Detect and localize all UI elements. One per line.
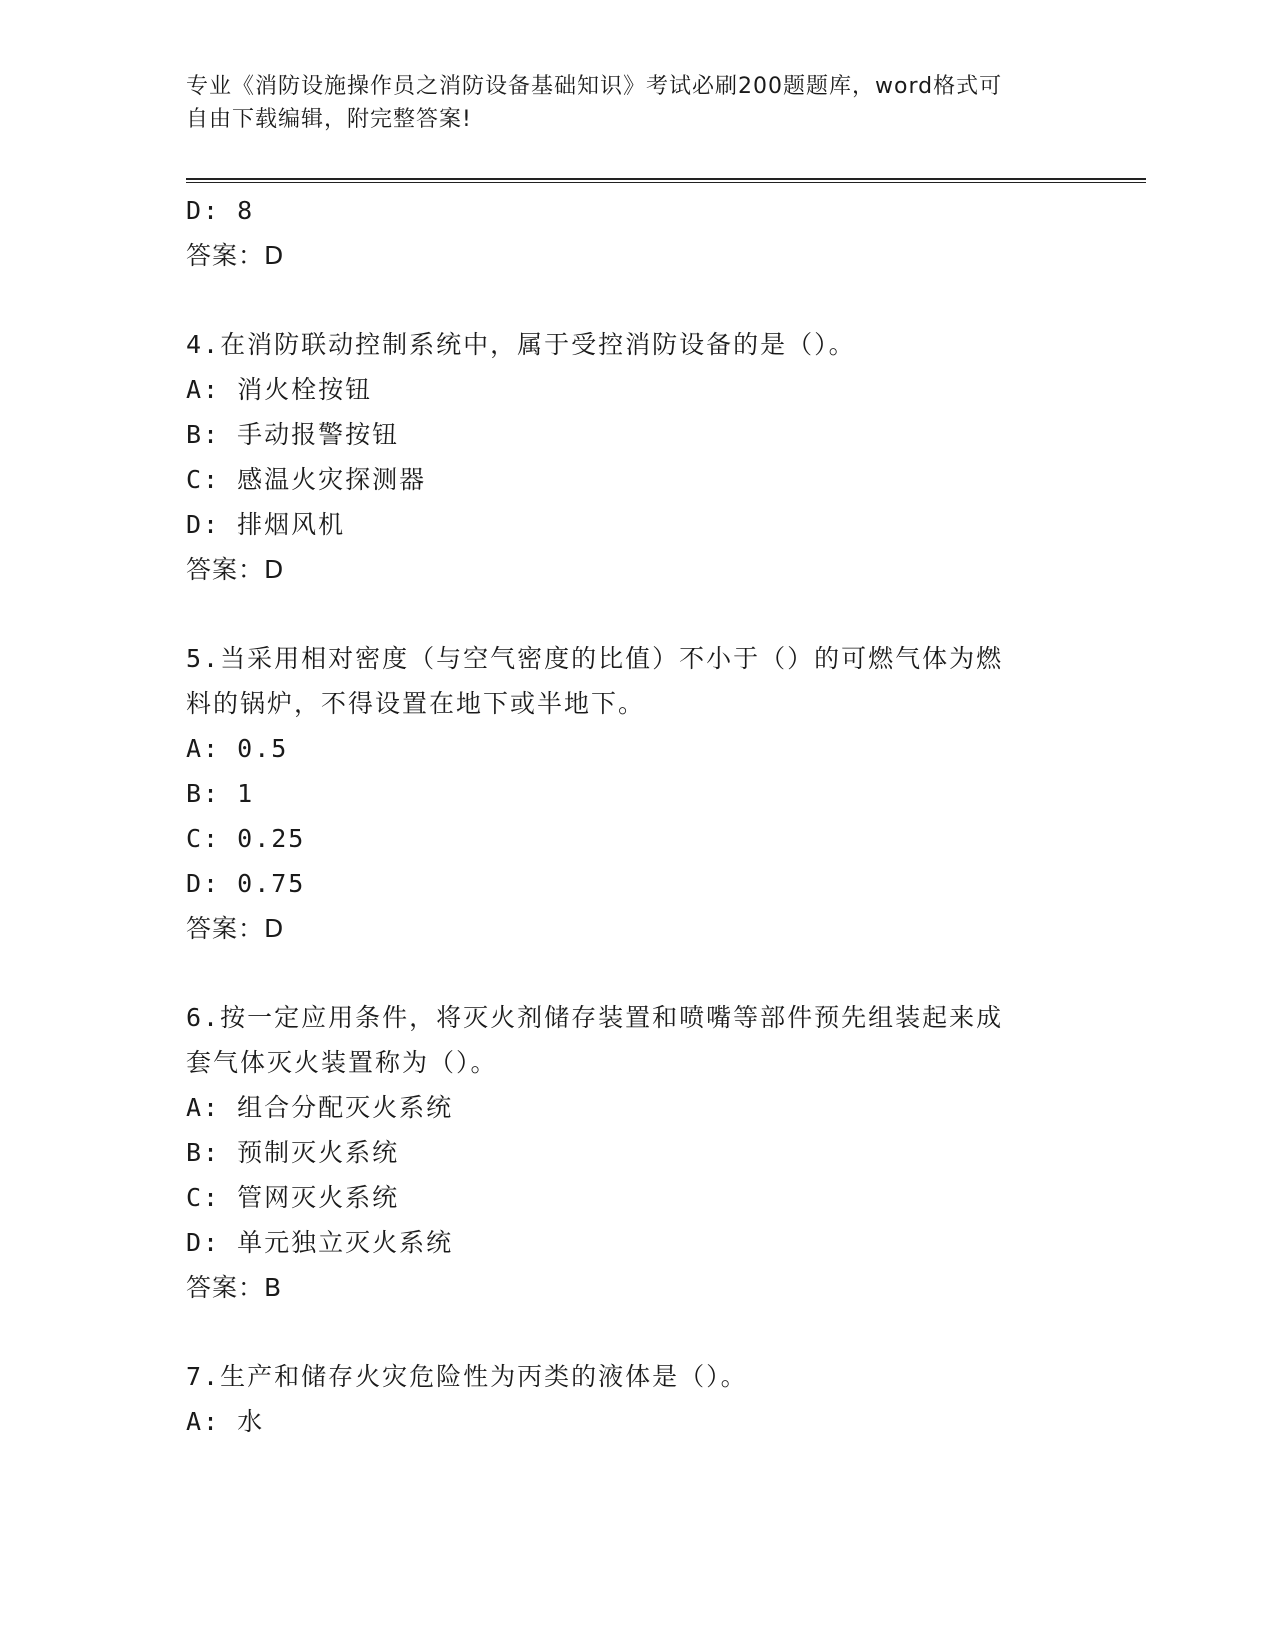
question-text: 4.在消防联动控制系统中，属于受控消防设备的是（）。	[186, 330, 856, 359]
question-item	[186, 322, 1066, 592]
answer-line: 答案：D	[186, 555, 285, 584]
option-a: A: 水	[186, 1407, 265, 1436]
document-header	[186, 70, 1066, 136]
option-a: A: 消火栓按钮	[186, 375, 373, 404]
option-c: C: 感温火灾探测器	[186, 465, 427, 494]
option-a: A: 组合分配灭火系统	[186, 1093, 454, 1122]
question-item	[186, 1354, 1066, 1444]
answer-line: 答案：B	[186, 1273, 283, 1302]
question-list	[186, 188, 1066, 1444]
question-text-continued: 套气体灭火装置称为（）。	[186, 1048, 498, 1077]
option-b: B: 手动报警按钮	[186, 420, 400, 449]
answer-line: 答案：D	[186, 241, 285, 270]
question-text: 7.生产和储存火灾危险性为丙类的液体是（）。	[186, 1362, 748, 1391]
question-item	[186, 995, 1066, 1310]
header-line-2: 自由下载编辑，附完整答案!	[186, 107, 472, 132]
option-d: D: 排烟风机	[186, 510, 346, 539]
option-b: B: 1	[186, 779, 255, 808]
question-text: 5.当采用相对密度（与空气密度的比值）不小于（）的可燃气体为燃	[186, 644, 1004, 673]
header-divider	[186, 178, 1146, 183]
option-a: A: 0.5	[186, 734, 289, 763]
option-d: D: 0.75	[186, 869, 306, 898]
option-c: C: 0.25	[186, 824, 306, 853]
question-text: 6.按一定应用条件，将灭火剂储存装置和喷嘴等部件预先组装起来成	[186, 1003, 1004, 1032]
option-b: B: 预制灭火系统	[186, 1138, 400, 1167]
answer-line: 答案：D	[186, 914, 285, 943]
option-c: C: 管网灭火系统	[186, 1183, 400, 1212]
header-line-1: 专业《消防设施操作员之消防设备基础知识》考试必刷200题题库，word格式可	[186, 74, 1003, 99]
question-item	[186, 636, 1066, 951]
option-d: D: 单元独立灭火系统	[186, 1228, 454, 1257]
question-text-continued: 料的锅炉，不得设置在地下或半地下。	[186, 689, 646, 718]
option-d: D: 8	[186, 196, 255, 225]
